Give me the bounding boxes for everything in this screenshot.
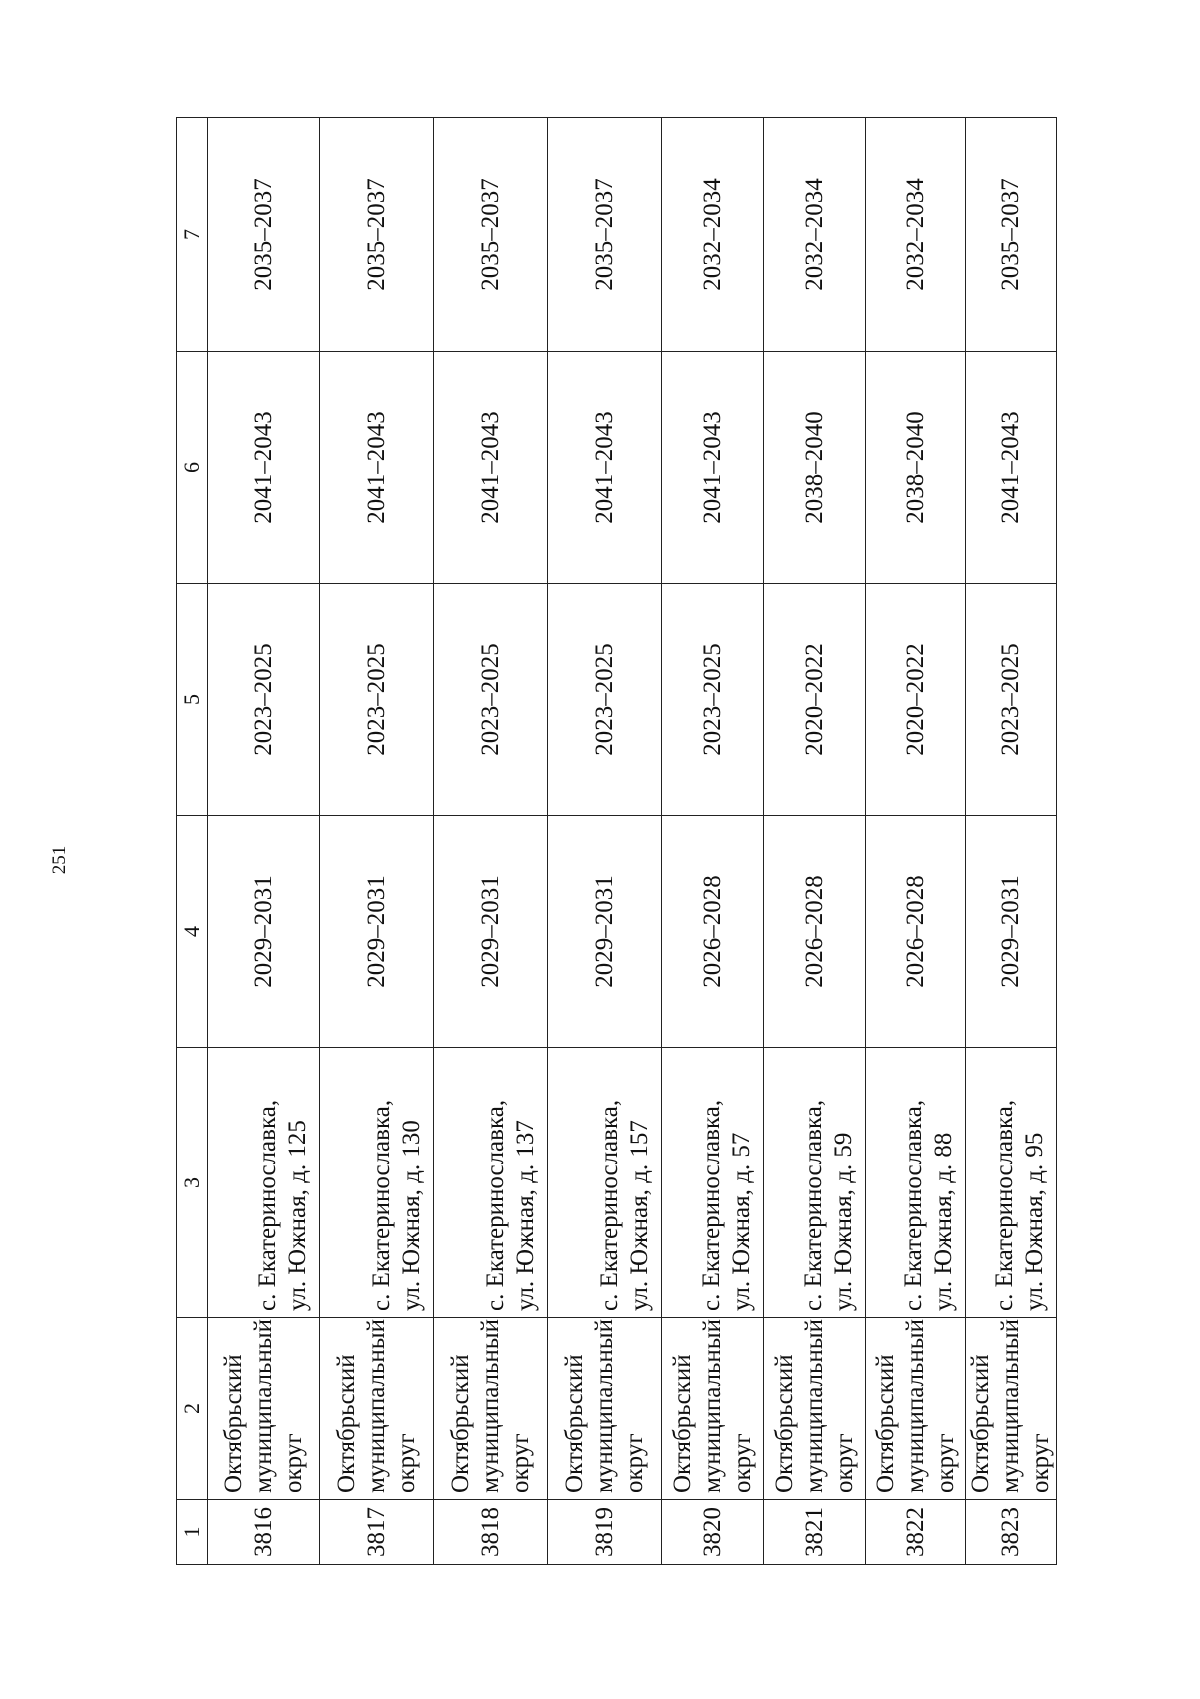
period-col4-cell-line: 2029–2031	[249, 875, 277, 988]
period-col5-cell-line: 2020–2022	[901, 643, 929, 756]
column-header: 5	[177, 584, 208, 816]
address-cell-line: ул. Южная, д. 157	[626, 1120, 653, 1311]
column-header: 6	[177, 352, 208, 584]
district-cell-line: Октябрьский	[871, 1354, 899, 1493]
district-cell-line: муниципальный	[901, 1319, 929, 1493]
period-col5-cell-line: 2023–2025	[698, 643, 726, 756]
period-col5-cell-line: 2023–2025	[476, 643, 504, 756]
row-id-cell-line: 3822	[901, 1507, 929, 1557]
address-cell	[548, 1048, 662, 1318]
table-body	[208, 118, 1057, 1565]
row-id-cell	[866, 1500, 966, 1565]
address-cell	[434, 1048, 548, 1318]
row-id-cell	[662, 1500, 764, 1565]
table-row	[320, 118, 434, 1565]
address-cell	[662, 1048, 764, 1318]
period-col6-cell	[320, 352, 434, 584]
column-header: 4	[177, 816, 208, 1048]
period-col7-cell-line: 2035–2037	[997, 178, 1024, 291]
district-cell-line: округ	[1027, 1433, 1054, 1493]
district-cell-line: округ	[830, 1433, 858, 1493]
period-col4-cell	[764, 816, 866, 1048]
table-row	[662, 118, 764, 1565]
row-id-cell	[548, 1500, 662, 1565]
address-cell-line: ул. Южная, д. 95	[1021, 1132, 1048, 1311]
period-col7-cell-line: 2035–2037	[476, 178, 504, 291]
address-cell-line: с. Екатеринославка,	[800, 1099, 827, 1311]
period-col6-cell-line: 2041–2043	[249, 411, 277, 524]
period-col4-cell-line: 2029–2031	[997, 875, 1024, 988]
table-row	[764, 118, 866, 1565]
district-cell-line: Октябрьский	[560, 1354, 588, 1493]
period-col4-cell-line: 2026–2028	[901, 875, 929, 988]
column-header: 2	[177, 1318, 208, 1500]
period-col7-cell	[966, 118, 1057, 352]
column-header: 3	[177, 1048, 208, 1318]
period-col7-cell-line: 2035–2037	[249, 178, 277, 291]
row-id-cell-line: 3817	[362, 1507, 390, 1557]
period-col5-cell	[434, 584, 548, 816]
row-id-cell-line: 3818	[476, 1507, 504, 1557]
district-cell-line: муниципальный	[800, 1319, 828, 1493]
period-col7-cell	[208, 118, 320, 352]
address-cell-line: ул. Южная, д. 130	[398, 1120, 425, 1311]
period-col7-cell	[764, 118, 866, 352]
period-col4-cell	[548, 816, 662, 1048]
period-col6-cell	[764, 352, 866, 584]
district-cell-line: Октябрьский	[668, 1354, 696, 1493]
district-cell	[662, 1318, 764, 1500]
period-col6-cell-line: 2041–2043	[476, 411, 504, 524]
period-col5-cell	[966, 584, 1057, 816]
address-cell	[208, 1048, 320, 1318]
table-row	[548, 118, 662, 1565]
row-id-cell	[966, 1500, 1057, 1565]
district-cell-line: муниципальный	[362, 1319, 390, 1493]
address-cell-line: с. Екатеринославка,	[991, 1099, 1018, 1311]
period-col5-cell	[662, 584, 764, 816]
address-cell-line: ул. Южная, д. 59	[830, 1132, 857, 1311]
period-col7-cell-line: 2032–2034	[800, 178, 828, 291]
period-col4-cell-line: 2026–2028	[698, 875, 726, 988]
district-cell-line: округ	[279, 1433, 307, 1493]
period-col5-cell	[320, 584, 434, 816]
period-col6-cell	[662, 352, 764, 584]
address-cell-line: ул. Южная, д. 57	[728, 1132, 755, 1311]
district-cell	[434, 1318, 548, 1500]
district-cell	[866, 1318, 966, 1500]
table-row	[866, 118, 966, 1565]
address-cell-line: ул. Южная, д. 125	[284, 1120, 311, 1311]
header-row	[177, 118, 208, 1565]
district-cell-line: округ	[931, 1433, 959, 1493]
district-cell-line: муниципальный	[476, 1319, 504, 1493]
row-id-cell-line: 3819	[590, 1507, 618, 1557]
period-col6-cell	[966, 352, 1057, 584]
column-header: 7	[177, 118, 208, 352]
schedule-table	[176, 117, 1057, 1565]
address-cell	[764, 1048, 866, 1318]
district-cell-line: округ	[392, 1433, 420, 1493]
address-cell-line: ул. Южная, д. 137	[512, 1120, 539, 1311]
district-cell-line: округ	[506, 1433, 534, 1493]
period-col7-cell-line: 2035–2037	[362, 178, 390, 291]
period-col4-cell-line: 2026–2028	[800, 875, 828, 988]
period-col6-cell-line: 2038–2040	[800, 411, 828, 524]
address-cell	[320, 1048, 434, 1318]
period-col4-cell-line: 2029–2031	[590, 875, 618, 988]
period-col5-cell-line: 2023–2025	[997, 643, 1024, 756]
period-col7-cell	[434, 118, 548, 352]
column-header: 1	[177, 1500, 208, 1565]
period-col5-cell-line: 2020–2022	[800, 643, 828, 756]
table-row	[966, 118, 1057, 1565]
period-col6-cell	[208, 352, 320, 584]
period-col4-cell-line: 2029–2031	[476, 875, 504, 988]
period-col6-cell	[866, 352, 966, 584]
address-cell-line: с. Екатеринославка,	[698, 1099, 725, 1311]
page-number: 251	[49, 845, 70, 875]
district-cell	[764, 1318, 866, 1500]
period-col6-cell	[434, 352, 548, 584]
period-col6-cell-line: 2041–2043	[698, 411, 726, 524]
period-col5-cell-line: 2023–2025	[590, 643, 618, 756]
period-col7-cell	[662, 118, 764, 352]
district-cell	[208, 1318, 320, 1500]
period-col5-cell	[208, 584, 320, 816]
district-cell-line: округ	[728, 1433, 756, 1493]
period-col7-cell-line: 2032–2034	[901, 178, 929, 291]
period-col4-cell	[434, 816, 548, 1048]
period-col4-cell	[662, 816, 764, 1048]
period-col4-cell	[966, 816, 1057, 1048]
period-col5-cell	[764, 584, 866, 816]
district-cell-line: муниципальный	[698, 1319, 726, 1493]
period-col5-cell	[866, 584, 966, 816]
period-col6-cell-line: 2041–2043	[997, 411, 1024, 524]
period-col6-cell-line: 2041–2043	[362, 411, 390, 524]
address-cell-line: с. Екатеринославка,	[900, 1099, 927, 1311]
address-cell	[866, 1048, 966, 1318]
period-col6-cell-line: 2038–2040	[901, 411, 929, 524]
period-col7-cell	[320, 118, 434, 352]
row-id-cell-line: 3816	[249, 1507, 277, 1557]
row-id-cell-line: 3820	[698, 1507, 726, 1557]
row-id-cell	[320, 1500, 434, 1565]
district-cell	[548, 1318, 662, 1500]
row-id-cell	[764, 1500, 866, 1565]
period-col5-cell	[548, 584, 662, 816]
address-cell-line: с. Екатеринославка,	[368, 1099, 395, 1311]
period-col4-cell	[866, 816, 966, 1048]
address-cell-line: ул. Южная, д. 88	[930, 1132, 957, 1311]
address-cell-line: с. Екатеринославка,	[596, 1099, 623, 1311]
period-col6-cell	[548, 352, 662, 584]
period-col5-cell-line: 2023–2025	[249, 643, 277, 756]
district-cell-line: Октябрьский	[967, 1354, 994, 1493]
period-col6-cell-line: 2041–2043	[590, 411, 618, 524]
period-col4-cell	[320, 816, 434, 1048]
table-row	[434, 118, 548, 1565]
period-col7-cell	[866, 118, 966, 352]
district-cell-line: Октябрьский	[446, 1354, 474, 1493]
district-cell-line: муниципальный	[590, 1319, 618, 1493]
address-cell-line: с. Екатеринославка,	[482, 1099, 509, 1311]
table-row	[208, 118, 320, 1565]
period-col5-cell-line: 2023–2025	[362, 643, 390, 756]
row-id-cell-line: 3821	[800, 1507, 828, 1557]
period-col7-cell-line: 2032–2034	[698, 178, 726, 291]
row-id-cell	[434, 1500, 548, 1565]
district-cell	[966, 1318, 1057, 1500]
district-cell	[320, 1318, 434, 1500]
row-id-cell-line: 3823	[997, 1507, 1024, 1557]
address-cell-line: с. Екатеринославка,	[254, 1099, 281, 1311]
district-cell-line: Октябрьский	[219, 1354, 247, 1493]
period-col4-cell-line: 2029–2031	[362, 875, 390, 988]
district-cell-line: муниципальный	[249, 1319, 277, 1493]
address-cell	[966, 1048, 1057, 1318]
district-cell-line: Октябрьский	[770, 1354, 798, 1493]
district-cell-line: муниципальный	[997, 1319, 1024, 1493]
period-col7-cell	[548, 118, 662, 352]
rotated-table-container	[176, 118, 1054, 1565]
district-cell-line: Октябрьский	[332, 1354, 360, 1493]
row-id-cell	[208, 1500, 320, 1565]
district-cell-line: округ	[620, 1433, 648, 1493]
period-col4-cell	[208, 816, 320, 1048]
period-col7-cell-line: 2035–2037	[590, 178, 618, 291]
